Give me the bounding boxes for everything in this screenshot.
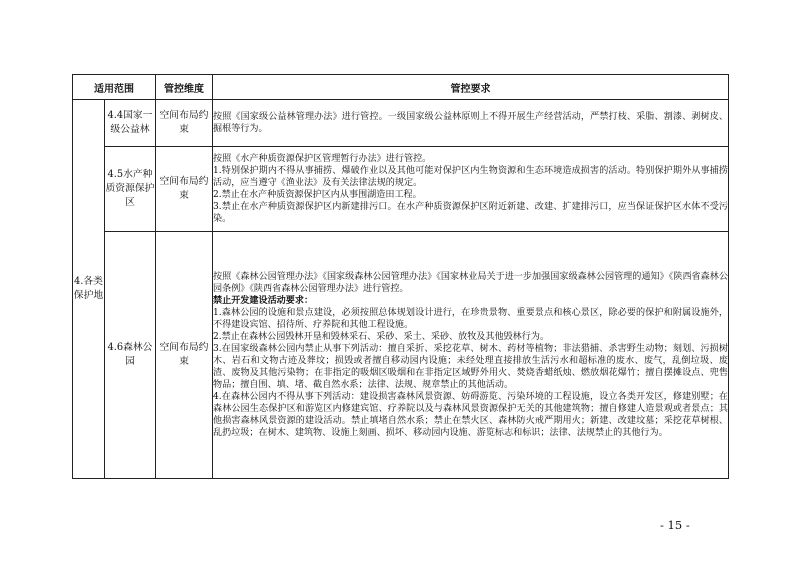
requirement-line: 1.森林公园的设施和景点建设，必须按照总体规划设计进行，在珍贵景物、重要景点和核心景区，除必要的保护和附属设施外，不得建设宾馆、招待所、疗养院和其他工程设施。: [213, 308, 728, 330]
header-scope: 适用范围: [73, 75, 156, 100]
scope-cell: 4.4国家一级公益林: [105, 100, 156, 147]
page-number: - 15 -: [660, 518, 690, 532]
requirement-line: 2.禁止在森林公园毁林开垦和毁林采石、采砂、采土、采砂、放牧及其他毁林行为。: [213, 332, 550, 342]
table-row: [73, 232, 729, 479]
scope-cell: 4.5水产种质资源保护区: [105, 147, 156, 232]
dimension-cell: 空间布局约束: [156, 100, 213, 147]
header-dimension: 管控维度: [156, 75, 213, 100]
header-requirement: 管控要求: [213, 75, 729, 100]
requirement-line: 3.禁止在水产种质资源保护区内新建排污口。在水产种质资源保护区附近新建、改建、扩建排污口，应当保证保护区水体不受污染。: [213, 202, 728, 224]
requirement-line: 按照《水产种质资源保护区管理暂行办法》进行管控。: [213, 154, 432, 164]
scope-cell: 4.6森林公园: [105, 232, 156, 479]
requirement-line: 4.在森林公园内不得从事下列活动：建设损害森林风景资源、妨碍游览、污染环境的工程设施，设立各类开发区，修建别墅；在森林公园生态保护区和游览区内修建宾馆、疗养院以及与森林风景资源保护无关的其他建筑物；擅自修建人造景观或者景点；其他损害森林风景资源的建设活动。禁止填堵自然水系；禁止在禁火区、森林防火戒严期用火；新建、改建坟墓；采挖花草树根、乱扔垃圾；在树木、建筑物、设施上刻画、损坏、移动园内设施、游览标志和标识；法律、法规禁止的其他行为。: [213, 392, 728, 438]
header-row: [73, 75, 729, 100]
control-table: [72, 74, 729, 479]
dimension-cell: 空间布局约束: [156, 232, 213, 479]
requirement-heading: 禁止开发建设活动要求：: [213, 295, 314, 306]
table-row: [73, 100, 729, 147]
requirement-line: 按照《森林公园管理办法》《国家级森林公园管理办法》《国家林业局关于进一步加强国家级森林公园管理的通知》《陕西省森林公园条例》《陕西省森林公园管理办法》进行管控。: [213, 272, 728, 294]
table-row: [73, 147, 729, 232]
group-cell: 4.各类保护地: [73, 100, 105, 479]
requirement-cell: [213, 232, 729, 479]
requirement-line: 3.在国家级森林公园内禁止从事下列活动：擅自采折、采挖花草、树木、药材等植物；非法猎捕、杀害野生动物；刻划、污损树木、岩石和文物古迹及葬坟；损毁或者擅自移动园内设施；未经处理直接排放生活污水和超标准的废水、废气，乱倒垃圾、废渣、废物及其他污染物；在非指定的吸烟区吸烟和在非指定区域野外用火、焚烧香蜡纸烛、燃放烟花爆竹；擅自摆摊设点、兜售物品；擅自围、填、堵、截自然水系；法律、法规、规章禁止的其他活动。: [213, 344, 728, 390]
requirement-line: 2.禁止在水产种质资源保护区内从事围湖造田工程。: [213, 190, 422, 200]
requirement-cell: [213, 100, 729, 147]
requirement-line: 1.特别保护期内不得从事捕捞、爆破作业以及其他可能对保护区内生物资源和生态环境造成损害的活动。特别保护期外从事捕捞活动，应当遵守《渔业法》及有关法律法规的规定。: [213, 166, 728, 188]
dimension-cell: 空间布局约束: [156, 147, 213, 232]
requirement-line: 按照《国家级公益林管理办法》进行管控。一级国家级公益林原则上不得开展生产经营活动，严禁打枝、采脂、割漆、剥树皮、掘根等行为。: [213, 112, 728, 134]
requirement-cell: [213, 147, 729, 232]
